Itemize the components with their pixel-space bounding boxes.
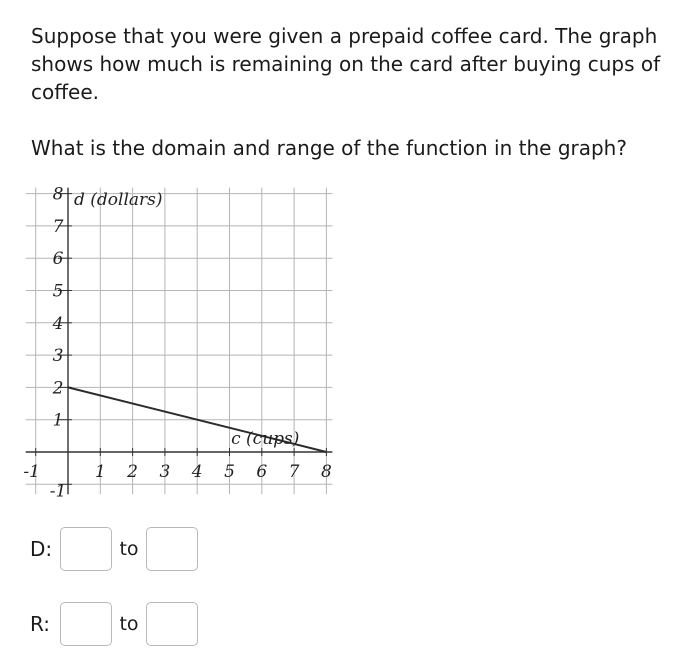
x-tick-label: 7 <box>288 462 300 482</box>
x-tick-label: 5 <box>224 462 235 482</box>
x-axis-label: c (cups) <box>231 429 300 449</box>
range-end-input[interactable] <box>146 602 198 646</box>
question-prompt: What is the domain and range of the function in the graph? <box>31 136 627 160</box>
range-row <box>30 601 198 647</box>
y-axis-label: d (dollars) <box>74 189 163 210</box>
x-tick-label: 2 <box>127 462 139 482</box>
y-tick-label: 2 <box>52 378 64 399</box>
y-tick-label: -1 <box>49 481 67 502</box>
x-tick-label: 1 <box>94 462 106 482</box>
x-tick-label: 3 <box>159 462 171 482</box>
y-tick-label: 4 <box>52 313 64 334</box>
y-tick-label: 6 <box>52 249 64 270</box>
domain-start-input[interactable] <box>60 527 112 571</box>
domain-to-text: to <box>119 538 139 560</box>
x-tick-label: 6 <box>256 462 268 482</box>
x-tick-label: -1 <box>23 462 40 482</box>
domain-label: D: <box>30 537 53 561</box>
x-tick-label: 4 <box>191 462 203 482</box>
range-start-input[interactable] <box>60 602 112 646</box>
question-text: Suppose that you were given a prepaid coffee card. The graph shows how much is remaining on the card after buying cups of coffee. <box>31 24 661 104</box>
y-tick-label: 1 <box>52 410 64 431</box>
y-tick-label: 5 <box>52 281 64 302</box>
range-label: R: <box>30 612 51 636</box>
y-tick-label: 8 <box>52 184 64 205</box>
range-to-text: to <box>119 613 139 635</box>
domain-end-input[interactable] <box>146 527 198 571</box>
y-tick-label: 7 <box>52 216 64 237</box>
y-tick-label: 3 <box>52 346 64 367</box>
x-tick-label: 8 <box>320 462 332 482</box>
domain-row <box>30 526 198 572</box>
